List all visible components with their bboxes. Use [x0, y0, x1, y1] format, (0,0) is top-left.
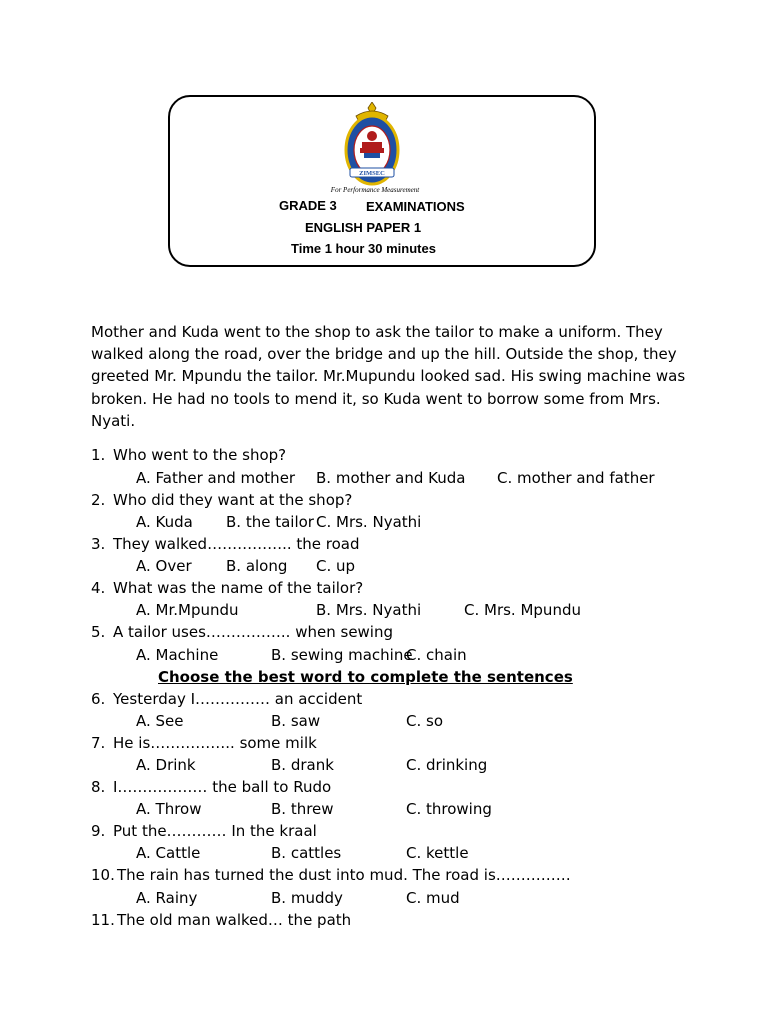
option-b: B. along: [226, 557, 288, 575]
section-instruction: Choose the best word to complete the sentences: [158, 668, 573, 686]
grade-label: GRADE 3: [279, 198, 337, 213]
option-c: C. throwing: [406, 800, 492, 818]
option-b: B. threw: [271, 800, 334, 818]
option-c: C. Mrs. Mpundu: [464, 601, 581, 619]
option-c: C. up: [316, 557, 356, 575]
time-label: Time 1 hour 30 minutes: [291, 241, 436, 256]
option-c: C. Mrs. Nyathi: [316, 513, 422, 531]
option-b: B. mother and Kuda: [316, 469, 466, 487]
question-number: 4.: [91, 579, 106, 597]
question-text: Who did they want at the shop?: [113, 491, 353, 509]
option-b: B. the tailor: [226, 513, 314, 531]
option-a: A. Throw: [136, 800, 202, 818]
question-text: I……………… the ball to Rudo: [113, 778, 332, 796]
option-c: C. mud: [406, 889, 460, 907]
paper-label: ENGLISH PAPER 1: [305, 220, 422, 235]
option-b: B. Mrs. Nyathi: [316, 601, 422, 619]
option-c: C. kettle: [406, 844, 469, 862]
option-b: B. muddy: [271, 889, 343, 907]
question-number: 9.: [91, 822, 106, 840]
question-number: 6.: [91, 690, 106, 708]
option-a: A. See: [136, 712, 184, 730]
question-number: 3.: [91, 535, 106, 553]
question-number: 1.: [91, 446, 106, 464]
option-b: B. sewing machine: [271, 646, 413, 664]
question-text: The rain has turned the dust into mud. The road is……………: [117, 866, 571, 884]
motto-text: For Performance Measurement: [330, 186, 420, 194]
question-text: A tailor uses…………….. when sewing: [113, 623, 394, 641]
question-number: 10.: [91, 866, 115, 884]
question-text: Put the………… In the kraal: [113, 822, 317, 840]
question-text: Yesterday I…………… an accident: [113, 690, 363, 708]
svg-text:ZIMSEC: ZIMSEC: [359, 170, 385, 177]
option-b: B. cattles: [271, 844, 342, 862]
question-text: He is…………….. some milk: [113, 734, 317, 752]
question-number: 11.: [91, 911, 115, 929]
question-text: They walked…………….. the road: [113, 535, 360, 553]
option-a: A. Over: [136, 557, 192, 575]
question-number: 2.: [91, 491, 106, 509]
option-a: A. Father and mother: [136, 469, 296, 487]
question-text: Who went to the shop?: [113, 446, 287, 464]
option-a: A. Machine: [136, 646, 219, 664]
option-c: C. so: [406, 712, 444, 730]
zimsec-logo-icon: [342, 102, 402, 190]
question-number: 8.: [91, 778, 106, 796]
question-number: 5.: [91, 623, 106, 641]
question-number: 7.: [91, 734, 106, 752]
option-c: C. chain: [406, 646, 467, 664]
option-a: A. Kuda: [136, 513, 193, 531]
option-a: A. Rainy: [136, 889, 198, 907]
option-c: C. mother and father: [497, 469, 655, 487]
reading-passage: Mother and Kuda went to the shop to ask the tailor to make a uniform. They walked along the road, over the bridge and up the hill. Outside the shop, they greeted Mr. Mpundu the tailor. Mr.Mupundu looked sad. His swing machine was broken. He had no tools to mend it, so Kuda went to borrow some from Mrs. Nyati.: [91, 323, 686, 430]
exam-label: EXAMINATIONS: [366, 199, 465, 214]
option-b: B. saw: [271, 712, 321, 730]
option-a: A. Cattle: [136, 844, 201, 862]
option-a: A. Drink: [136, 756, 196, 774]
question-text: The old man walked… the path: [117, 911, 352, 929]
option-b: B. drank: [271, 756, 334, 774]
option-a: A. Mr.Mpundu: [136, 601, 239, 619]
option-c: C. drinking: [406, 756, 488, 774]
question-text: What was the name of the tailor?: [113, 579, 364, 597]
